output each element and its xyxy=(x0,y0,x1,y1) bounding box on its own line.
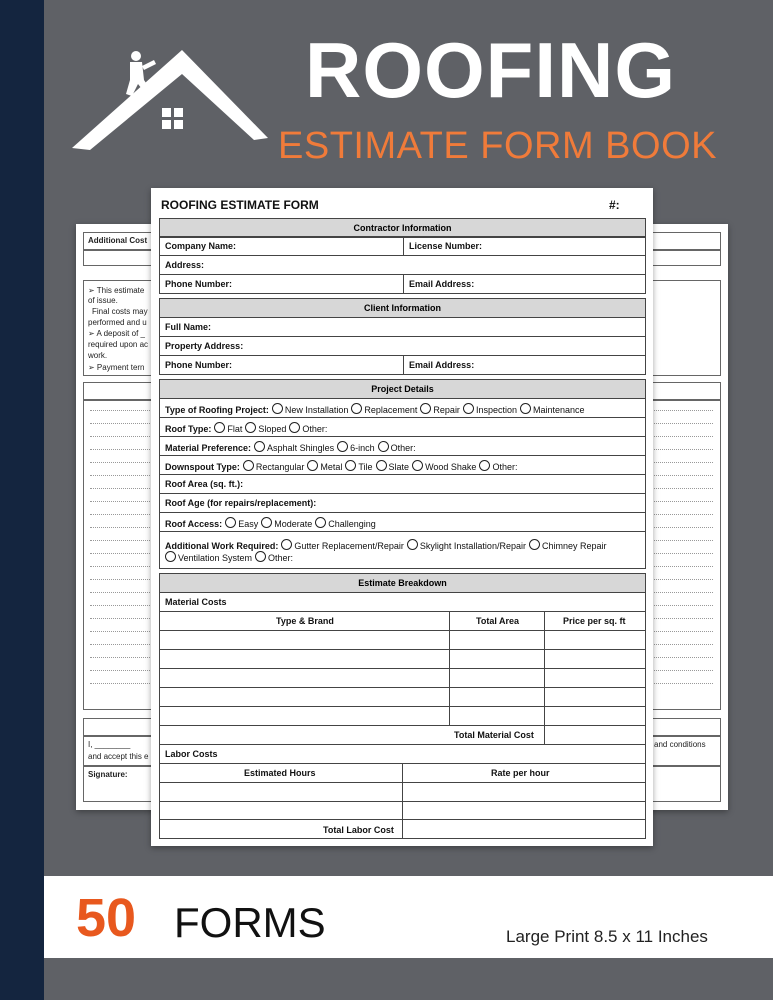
option-label: Metal xyxy=(320,462,343,472)
total-labor-cost: Total Labor Cost xyxy=(323,825,394,835)
back-note-2: of issue. xyxy=(88,296,118,305)
dotted-line xyxy=(651,592,713,593)
option-label: Skylight Installation/Repair xyxy=(419,541,526,551)
client-header: Client Information xyxy=(159,298,646,318)
dotted-line xyxy=(90,644,152,645)
dotted-line xyxy=(651,436,713,437)
table-row-line xyxy=(159,649,646,650)
option-label: Gutter Replacement/Repair xyxy=(294,541,404,551)
company-name-label: Company Name: xyxy=(165,241,237,251)
option-label: Sloped xyxy=(258,424,287,434)
radio-circle-icon[interactable] xyxy=(407,539,418,550)
dotted-line xyxy=(90,683,152,684)
table-row-line xyxy=(159,630,646,631)
col-rate: Rate per hour xyxy=(491,768,550,778)
downspout-line: Downspout Type: Rectangular Metal Tile Slate Wood Shake Other: xyxy=(165,462,518,472)
option-label: Maintenance xyxy=(532,405,585,415)
dotted-line xyxy=(651,683,713,684)
dotted-line xyxy=(90,631,152,632)
back-note-7: work. xyxy=(88,351,108,360)
option-label: Tile xyxy=(358,462,373,472)
radio-circle-icon[interactable] xyxy=(272,403,283,414)
dotted-line xyxy=(90,566,152,567)
option-label: Wood Shake xyxy=(425,462,477,472)
dotted-line xyxy=(651,449,713,450)
contractor-email-label: Email Address: xyxy=(409,279,475,289)
radio-circle-icon[interactable] xyxy=(463,403,474,414)
back-terms: and conditions xyxy=(654,740,706,749)
labor-costs-label: Labor Costs xyxy=(165,749,218,759)
address-label: Address: xyxy=(165,260,205,270)
dotted-line xyxy=(651,553,713,554)
additional-work-line: Additional Work Required: Gutter Replacement/Repair Skylight Installation/Repair Chimney Repair xyxy=(165,541,607,551)
dotted-line xyxy=(651,670,713,671)
dotted-line xyxy=(90,462,152,463)
option-label: Rectangular xyxy=(255,462,305,472)
dotted-line xyxy=(90,540,152,541)
option-label: Replacement xyxy=(364,405,418,415)
radio-circle-icon[interactable] xyxy=(254,441,265,452)
back-additional-cost: Additional Cost xyxy=(88,236,148,245)
material-costs-label: Material Costs xyxy=(165,597,227,607)
option-label: Ventilation System xyxy=(178,553,253,563)
bottom-strip xyxy=(44,958,773,1000)
table-row-line xyxy=(159,668,646,669)
form-row xyxy=(159,725,646,745)
dotted-line xyxy=(90,618,152,619)
option-label: Moderate xyxy=(274,519,313,529)
table-row-line xyxy=(159,706,646,707)
dotted-line xyxy=(651,410,713,411)
option-label: Asphalt Shingles xyxy=(267,443,335,453)
form-number: #: xyxy=(609,198,620,212)
form-row xyxy=(159,255,646,275)
radio-circle-icon[interactable] xyxy=(520,403,531,414)
option-label: Flat xyxy=(227,424,243,434)
dotted-line xyxy=(651,488,713,489)
option-label: Chimney Repair xyxy=(541,541,607,551)
house-roofer-logo-icon xyxy=(70,40,270,160)
back-signature: Signature: xyxy=(88,770,128,779)
back-note-1: ➢ This estimate xyxy=(88,286,145,295)
dotted-line xyxy=(651,475,713,476)
form-row xyxy=(159,744,646,764)
radio-circle-icon[interactable] xyxy=(281,539,292,550)
contractor-phone-label: Phone Number: xyxy=(165,279,233,289)
radio-circle-icon[interactable] xyxy=(307,460,318,471)
col-estimated-hours: Estimated Hours xyxy=(244,768,316,778)
dotted-line xyxy=(651,540,713,541)
cover-subtitle: ESTIMATE FORM BOOK xyxy=(278,125,717,167)
dotted-line xyxy=(90,605,152,606)
dotted-line xyxy=(651,462,713,463)
back-note-8: ➢ Payment tern xyxy=(88,363,145,372)
material-line: Material Preference: Asphalt Shingles 6-inch Other: xyxy=(165,443,416,453)
project-header: Project Details xyxy=(159,379,646,399)
property-address-label: Property Address: xyxy=(165,341,244,351)
roof-access-line: Roof Access: Easy Moderate Challenging xyxy=(165,519,376,529)
radio-circle-icon[interactable] xyxy=(351,403,362,414)
radio-circle-icon[interactable] xyxy=(529,539,540,550)
radio-circle-icon[interactable] xyxy=(376,460,387,471)
col-total-area: Total Area xyxy=(476,616,520,626)
option-label: Other: xyxy=(302,424,328,434)
radio-circle-icon[interactable] xyxy=(245,422,256,433)
radio-circle-icon[interactable] xyxy=(479,460,490,471)
option-label: Other: xyxy=(492,462,518,472)
dotted-line xyxy=(90,449,152,450)
col-price: Price per sq. ft xyxy=(563,616,626,626)
dotted-line xyxy=(90,579,152,580)
dotted-line xyxy=(90,592,152,593)
radio-circle-icon[interactable] xyxy=(243,460,254,471)
estimate-header: Estimate Breakdown xyxy=(159,573,646,593)
dotted-line xyxy=(90,475,152,476)
client-email-label: Email Address: xyxy=(409,360,475,370)
roof-age-label: Roof Age (for repairs/replacement): xyxy=(165,498,317,508)
dotted-line xyxy=(651,514,713,515)
radio-circle-icon[interactable] xyxy=(337,441,348,452)
col-type-brand: Type & Brand xyxy=(276,616,334,626)
table-row-line xyxy=(159,801,646,802)
dotted-line xyxy=(651,423,713,424)
dotted-line xyxy=(90,553,152,554)
dotted-line xyxy=(90,670,152,671)
front-form-page xyxy=(151,188,653,846)
radio-circle-icon[interactable] xyxy=(289,422,300,433)
dotted-line xyxy=(90,436,152,437)
option-label: Inspection xyxy=(475,405,517,415)
radio-circle-icon[interactable] xyxy=(345,460,356,471)
additional-work-line-2 xyxy=(162,551,293,563)
back-note-4: performed and u xyxy=(88,318,147,327)
back-i-line: I, ________ xyxy=(88,740,131,749)
radio-circle-icon[interactable] xyxy=(225,517,236,528)
dotted-line xyxy=(651,618,713,619)
license-number-label: License Number: xyxy=(409,241,483,251)
form-row xyxy=(159,317,646,337)
back-note-5: ➢ A deposit of _ xyxy=(88,329,145,338)
radio-circle-icon[interactable] xyxy=(412,460,423,471)
table-row-line xyxy=(159,687,646,688)
dotted-line xyxy=(90,410,152,411)
roof-area-label: Roof Area (sq. ft.): xyxy=(165,479,244,489)
option-label: Other: xyxy=(268,553,294,563)
cover-title: ROOFING xyxy=(305,26,676,114)
book-spine xyxy=(0,0,44,1000)
option-label: Repair xyxy=(433,405,460,415)
option-label: 6-inch xyxy=(350,443,375,453)
forms-count: 50 xyxy=(76,888,137,948)
dotted-line xyxy=(90,527,152,528)
radio-circle-icon[interactable] xyxy=(255,551,266,562)
radio-circle-icon[interactable] xyxy=(214,422,225,433)
dotted-line xyxy=(651,657,713,658)
contractor-header: Contractor Information xyxy=(159,218,646,238)
dotted-line xyxy=(651,501,713,502)
dotted-line xyxy=(90,423,152,424)
option-label: Easy xyxy=(238,519,259,529)
dotted-line xyxy=(651,605,713,606)
dotted-line xyxy=(651,579,713,580)
forms-label: FORMS xyxy=(174,899,326,946)
radio-circle-icon[interactable] xyxy=(315,517,326,528)
form-title: ROOFING ESTIMATE FORM xyxy=(161,198,319,212)
dotted-line xyxy=(90,514,152,515)
option-label: Slate xyxy=(388,462,410,472)
client-phone-label: Phone Number: xyxy=(165,360,233,370)
dotted-line xyxy=(651,566,713,567)
form-row xyxy=(159,592,646,612)
radio-circle-icon[interactable] xyxy=(165,551,176,562)
dotted-line xyxy=(651,644,713,645)
dotted-line xyxy=(90,488,152,489)
project-type-line: Type of Roofing Project: New Installation Replacement Repair Inspection Maintenance xyxy=(165,405,585,415)
full-name-label: Full Name: xyxy=(165,322,212,332)
option-label: Challenging xyxy=(328,519,376,529)
dotted-line xyxy=(90,501,152,502)
option-label: Other: xyxy=(390,443,416,453)
radio-circle-icon[interactable] xyxy=(420,403,431,414)
radio-circle-icon[interactable] xyxy=(378,441,389,452)
dotted-line xyxy=(90,657,152,658)
roof-type-line: Roof Type: Flat Sloped Other: xyxy=(165,424,328,434)
radio-circle-icon[interactable] xyxy=(261,517,272,528)
dotted-line xyxy=(651,631,713,632)
size-note: Large Print 8.5 x 11 Inches xyxy=(506,927,708,946)
dotted-line xyxy=(651,527,713,528)
back-accept: and accept this e xyxy=(88,752,149,761)
back-note-3: Final costs may xyxy=(92,307,148,316)
option-label: New Installation xyxy=(284,405,349,415)
back-note-6: required upon ac xyxy=(88,340,149,349)
total-material-cost: Total Material Cost xyxy=(454,730,534,740)
